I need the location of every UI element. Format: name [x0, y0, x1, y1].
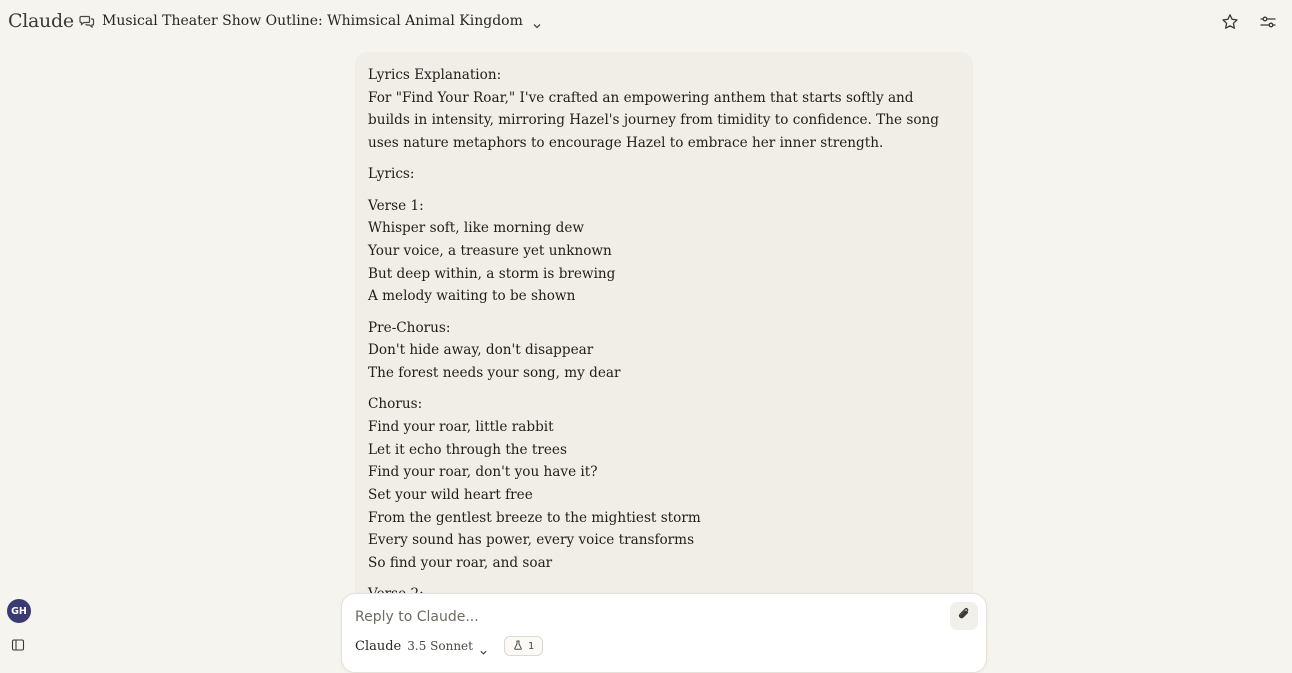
message-paragraph-verse-1: Verse 1: Whisper soft, like morning dew Your voice, a treasure yet unknown But deep within, a storm is brewing A melody waiting to be shown [368, 197, 616, 305]
attachment-count-badge[interactable] [504, 636, 543, 656]
settings-sliders-icon[interactable] [1258, 12, 1278, 32]
conversation-title-menu[interactable] [79, 13, 542, 29]
chevron-down-icon[interactable] [479, 642, 488, 651]
model-selector-name[interactable]: Claude [355, 638, 402, 654]
user-avatar[interactable]: GH [7, 599, 31, 623]
message-paragraph-pre-chorus: Pre-Chorus: Don't hide away, don't disappear The forest needs your song, my dear [368, 319, 621, 381]
claude-logo[interactable]: Claude [8, 10, 74, 32]
model-selector-version[interactable]: 3.5 Sonnet [407, 639, 473, 653]
flask-icon [513, 640, 523, 653]
paperclip-icon [956, 606, 972, 626]
attachment-count: 1 [527, 640, 535, 652]
top-bar [0, 0, 1292, 46]
conversation-title: Musical Theater Show Outline: Whimsical Animal Kingdom [102, 13, 523, 29]
chevron-down-icon [532, 16, 542, 26]
sidebar-toggle-icon[interactable] [11, 637, 25, 651]
attach-button[interactable] [950, 602, 978, 630]
reply-composer [341, 593, 987, 673]
chat-bubbles-icon [79, 13, 95, 29]
message-paragraph-chorus: Chorus: Find your roar, little rabbit Let it echo through the trees Find your roar, don't you have it? Set your wild heart free From the gentlest breeze to the mightiest storm Every sound has power, every voice transforms So find your roar, and soar [368, 396, 701, 572]
message-paragraph-lyrics-heading: Lyrics: [368, 166, 415, 183]
star-icon[interactable] [1220, 12, 1240, 32]
assistant-message [355, 52, 973, 612]
reply-input[interactable] [355, 606, 915, 628]
message-paragraph-explanation: Lyrics Explanation: For "Find Your Roar," I've crafted an empowering anthem that starts softly and builds in intensity, mirroring Hazel's journey from timidity to confidence. The song uses nature metaphors to encourage Hazel to embrace her inner strength. [368, 67, 939, 152]
